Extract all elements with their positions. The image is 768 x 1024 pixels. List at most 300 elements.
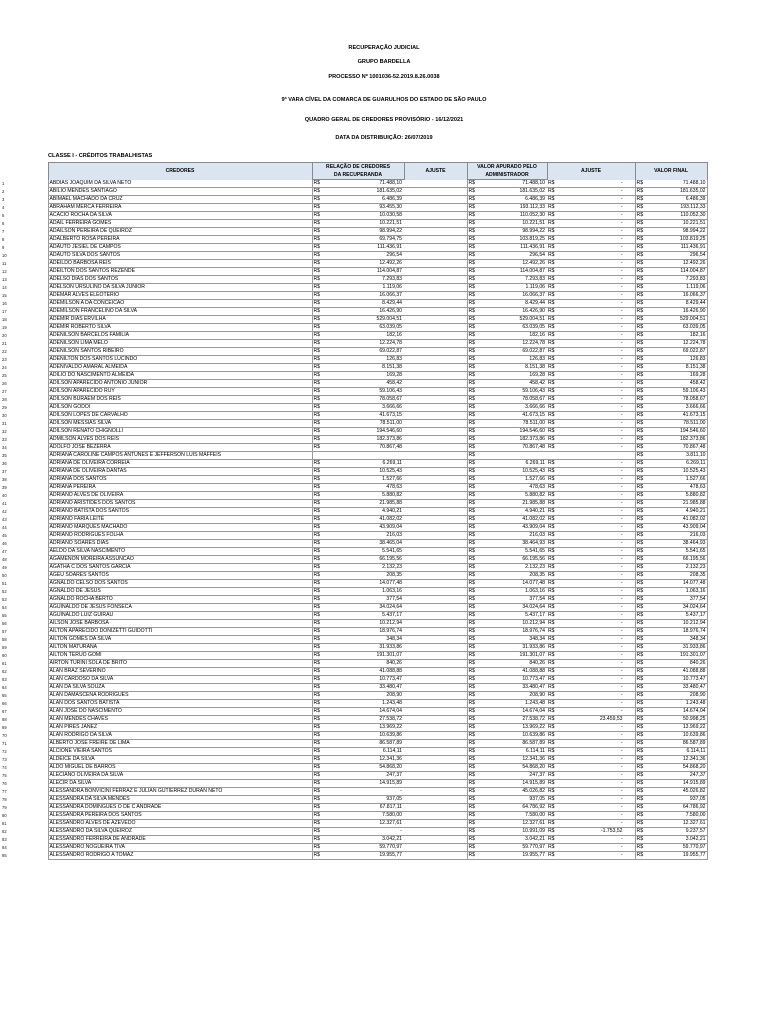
currency-label: R$	[468, 428, 476, 434]
currency-label: R$	[547, 556, 557, 564]
table-row	[0, 492, 707, 500]
currency-label: R$	[547, 716, 557, 724]
currency-label: R$	[547, 372, 557, 380]
apurado-value: 110.052,30	[477, 212, 547, 220]
final-value: 18.976,74	[645, 628, 707, 636]
relacao-value: 296,54	[322, 252, 404, 260]
ajuste-cell	[404, 628, 467, 636]
ajuste-cell	[404, 828, 467, 836]
apurado-value: 66.195,56	[477, 556, 547, 564]
table-row	[0, 212, 707, 220]
relacao-value: 12.492,26	[322, 260, 404, 268]
currency-label: R$	[547, 244, 557, 252]
row-number: 71	[2, 741, 7, 746]
row-number: 79	[2, 805, 7, 810]
row-number: 10	[2, 253, 7, 258]
relacao-value: 14.077,48	[322, 580, 404, 588]
currency-label: R$	[313, 756, 321, 762]
relacao-value: 78.058,67	[322, 396, 404, 404]
apurado-value: 69.022,87	[477, 348, 547, 356]
row-number: 2	[2, 189, 5, 194]
currency-label: R$	[468, 324, 476, 330]
currency-label: R$	[547, 684, 557, 692]
ajuste-cell	[404, 572, 467, 580]
table-row	[0, 724, 707, 732]
row-number: 58	[2, 637, 7, 642]
currency-label: R$	[636, 308, 644, 314]
row-number: 68	[2, 717, 7, 722]
row-number: 83	[2, 837, 7, 842]
table-row	[0, 700, 707, 708]
row-number: 36	[2, 461, 7, 466]
table-row	[0, 484, 707, 492]
final-value: 193.112,33	[645, 204, 707, 212]
creditor-name: ADAIL FERREIRA GOMES	[48, 220, 312, 228]
table-row	[0, 852, 707, 860]
currency-label: R$	[547, 780, 557, 788]
apurado-value: 111.436,91	[477, 244, 547, 252]
table-row	[0, 412, 707, 420]
final-value: 6.114,11	[645, 748, 707, 756]
apurado-value: 7.293,83	[477, 276, 547, 284]
table-row	[0, 580, 707, 588]
ajuste-value: -	[557, 668, 635, 676]
row-number: 18	[2, 317, 7, 322]
final-value: 181.635,02	[645, 188, 707, 196]
relacao-value: 5.541,65	[322, 548, 404, 556]
row-number: 77	[2, 789, 7, 794]
final-value: 208,35	[645, 572, 707, 580]
final-value: 13.969,22	[645, 724, 707, 732]
row-number: 38	[2, 477, 7, 482]
row-number: 46	[2, 541, 7, 546]
relacao-value: 6.114,11	[322, 748, 404, 756]
final-value: 69.022,87	[645, 348, 707, 356]
apurado-value: 59.106,43	[477, 388, 547, 396]
creditor-name: AILTON TERUO GOMI	[48, 652, 312, 660]
relacao-value: 12.224,78	[322, 340, 404, 348]
creditor-name: ABIMAEL MACHADO DA CRUZ	[48, 196, 312, 204]
currency-label: R$	[636, 716, 644, 722]
table-row	[0, 364, 707, 372]
currency-label: R$	[636, 396, 644, 402]
currency-label: R$	[547, 580, 557, 588]
currency-label: R$	[636, 620, 644, 626]
creditor-name: ALAN CARDOSO DA SILVA	[48, 676, 312, 684]
currency-label: R$	[313, 348, 321, 354]
final-value: 6.486,39	[645, 196, 707, 204]
currency-label: R$	[313, 396, 321, 402]
currency-label: R$	[468, 692, 476, 698]
currency-label: R$	[547, 276, 557, 284]
row-number: 70	[2, 733, 7, 738]
apurado-value: 5.437,17	[477, 612, 547, 620]
currency-label: R$	[547, 180, 557, 188]
relacao-value: 10.639,86	[322, 732, 404, 740]
currency-label: R$	[468, 492, 476, 498]
currency-label: R$	[547, 204, 557, 212]
table-row	[0, 836, 707, 844]
currency-label: R$	[547, 604, 557, 612]
ajuste-cell	[404, 204, 467, 212]
currency-label: R$	[636, 348, 644, 354]
currency-label: R$	[636, 228, 644, 234]
ajuste-value: -	[557, 764, 635, 772]
ajuste-value: -	[557, 556, 635, 564]
row-number: 75	[2, 773, 7, 778]
ajuste-cell	[404, 780, 467, 788]
final-value: 182,16	[645, 332, 707, 340]
final-value: 182.373,86	[645, 436, 707, 444]
final-value: 114.004,87	[645, 268, 707, 276]
ajuste-cell	[404, 732, 467, 740]
currency-label: R$	[547, 516, 557, 524]
relacao-value: 7.580,00	[322, 812, 404, 820]
ajuste-cell	[404, 500, 467, 508]
row-number: 65	[2, 693, 7, 698]
currency-label: R$	[313, 764, 321, 770]
relacao-value: 21.985,88	[322, 500, 404, 508]
creditor-name: ALECIANO OLIVEIRA DA SILVA	[48, 772, 312, 780]
currency-label: R$	[468, 844, 476, 850]
currency-label: R$	[468, 772, 476, 778]
currency-label: R$	[636, 204, 644, 210]
currency-label: R$	[313, 668, 321, 674]
ajuste-cell	[404, 516, 467, 524]
creditor-name: ABRAHAM MERCA FERREIRA	[48, 204, 312, 212]
ajuste-value: -	[557, 844, 635, 852]
final-value: 348,34	[645, 636, 707, 644]
currency-label: R$	[468, 188, 476, 194]
currency-label: R$	[313, 540, 321, 546]
currency-label: R$	[636, 588, 644, 594]
table-row	[0, 444, 707, 452]
currency-label: R$	[636, 188, 644, 194]
currency-label: R$	[636, 604, 644, 610]
ajuste-cell	[404, 604, 467, 612]
currency-label: R$	[636, 388, 644, 394]
creditor-name: ADRIANA DE OLIVEIRA CORREIA	[48, 460, 312, 468]
apurado-value: 78.058,67	[477, 396, 547, 404]
apurado-value: 14.915,89	[477, 780, 547, 788]
relacao-value: 10.221,51	[322, 220, 404, 228]
currency-label: R$	[636, 572, 644, 578]
currency-label: R$	[468, 252, 476, 258]
currency-label: R$	[636, 756, 644, 762]
relacao-value: 348,34	[322, 636, 404, 644]
final-value: 50.998,25	[645, 716, 707, 724]
creditor-name: ALBERTO JOSE FREIRE DE LIMA	[48, 740, 312, 748]
ajuste-value: -	[557, 180, 635, 188]
currency-label: R$	[468, 228, 476, 234]
currency-label: R$	[313, 548, 321, 554]
currency-label: R$	[313, 444, 321, 450]
ajuste-value: -	[557, 748, 635, 756]
currency-label: R$	[468, 596, 476, 602]
currency-label: R$	[636, 732, 644, 738]
header-line-4: 9ª VARA CÍVEL DA COMARCA DE GUARULHOS DO ESTADO DE SÃO PAULO	[281, 97, 487, 103]
currency-label: R$	[468, 244, 476, 250]
currency-label: R$	[313, 404, 321, 410]
row-number: 7	[2, 229, 5, 234]
final-value: 840,26	[645, 660, 707, 668]
ajuste-cell	[404, 308, 467, 316]
final-value: 78.511,00	[645, 420, 707, 428]
currency-label: R$	[547, 220, 557, 228]
currency-label: R$	[547, 380, 557, 388]
table-row	[0, 844, 707, 852]
relacao-value: 1.527,66	[322, 476, 404, 484]
currency-label: R$	[468, 180, 476, 186]
row-number: 72	[2, 749, 7, 754]
creditor-name: AGATHA C DOS SANTOS GARCIA	[48, 564, 312, 572]
table-row	[0, 316, 707, 324]
currency-label: R$	[313, 204, 321, 210]
currency-label: R$	[313, 268, 321, 274]
row-number: 59	[2, 645, 7, 650]
currency-label: R$	[468, 420, 476, 426]
creditor-name: ADEILDO BARBOSA REIS	[48, 260, 312, 268]
final-value: 66.195,56	[645, 556, 707, 564]
row-number: 62	[2, 669, 7, 674]
currency-label: R$	[313, 844, 321, 850]
relacao-value: 111.436,91	[322, 244, 404, 252]
final-value: 12.224,78	[645, 340, 707, 348]
ajuste-cell	[404, 700, 467, 708]
final-value: 216,03	[645, 532, 707, 540]
final-value: 33.480,47	[645, 684, 707, 692]
header-line-6: DATA DA DISTRIBUIÇÃO: 26/07/2019	[335, 135, 433, 141]
currency-label: R$	[636, 364, 644, 370]
creditor-name: ALAN MENDES CHAVES	[48, 716, 312, 724]
apurado-value: 1.527,66	[477, 476, 547, 484]
row-number: 76	[2, 781, 7, 786]
ajuste-cell	[404, 300, 467, 308]
currency-label: R$	[547, 532, 557, 540]
currency-label: R$	[468, 564, 476, 570]
currency-label: R$	[636, 748, 644, 754]
relacao-value: 126,83	[322, 356, 404, 364]
ajuste-value: -	[557, 308, 635, 316]
creditor-name: AILTON GOMES DA SILVA	[48, 636, 312, 644]
row-number: 19	[2, 325, 7, 330]
currency-label: R$	[468, 828, 476, 834]
currency-label: R$	[547, 564, 557, 572]
ajuste-value: -	[557, 660, 635, 668]
apurado-value: 63.039,05	[477, 324, 547, 332]
table-row	[0, 812, 707, 820]
currency-label: R$	[468, 236, 476, 242]
currency-label: R$	[468, 444, 476, 450]
currency-label: R$	[636, 660, 644, 666]
table-row	[0, 220, 707, 228]
table-row	[0, 564, 707, 572]
ajuste-cell	[404, 764, 467, 772]
table-row	[0, 236, 707, 244]
currency-label: R$	[547, 660, 557, 668]
ajuste-value: -	[557, 676, 635, 684]
table-row	[0, 372, 707, 380]
table-row	[0, 764, 707, 772]
currency-label: R$	[636, 780, 644, 786]
currency-label: R$	[468, 780, 476, 786]
currency-label: R$	[636, 532, 644, 538]
creditor-name: ALAN DOS SANTOS BATISTA	[48, 700, 312, 708]
table-row	[0, 500, 707, 508]
ajuste-cell	[404, 492, 467, 500]
currency-label: R$	[313, 316, 321, 322]
creditor-name: ALESSANDRA BONVICINI FERRAZ E JULIAN GUTIERREZ DURAN NETO	[48, 788, 312, 796]
relacao-value: 8.429,44	[322, 300, 404, 308]
final-value: 169,28	[645, 372, 707, 380]
currency-label: R$	[468, 364, 476, 370]
currency-label: R$	[547, 596, 557, 604]
table-row	[0, 516, 707, 524]
section-title: CLASSE I - CRÉDITOS TRABALHISTAS	[48, 153, 153, 159]
currency-label: R$	[636, 372, 644, 378]
table-row	[0, 772, 707, 780]
table-row	[0, 524, 707, 532]
currency-label: R$	[313, 500, 321, 506]
currency-label: R$	[468, 220, 476, 226]
row-number: 13	[2, 277, 7, 282]
creditor-name: ALAN JOSE DO NASCIMENTO	[48, 708, 312, 716]
final-value: 41.673,15	[645, 412, 707, 420]
currency-label: R$	[313, 772, 321, 778]
ajuste-cell	[404, 228, 467, 236]
currency-label: R$	[547, 644, 557, 652]
currency-label: R$	[547, 620, 557, 628]
currency-label: R$	[547, 628, 557, 636]
ajuste-cell	[404, 804, 467, 812]
creditor-name: ADRIANO BATISTA DOS SANTOS	[48, 508, 312, 516]
ajuste-cell	[404, 316, 467, 324]
currency-label: R$	[547, 332, 557, 340]
final-value: 1.063,16	[645, 588, 707, 596]
row-number: 26	[2, 381, 7, 386]
ajuste-cell	[404, 212, 467, 220]
currency-label: R$	[468, 668, 476, 674]
currency-label: R$	[468, 468, 476, 474]
creditor-name: ADRIANO ARISTIDES DOS SANTOS	[48, 500, 312, 508]
ajuste-cell	[404, 540, 467, 548]
ajuste-cell	[404, 380, 467, 388]
row-number: 50	[2, 573, 7, 578]
final-value: 41.088,88	[645, 668, 707, 676]
creditor-name: ADEMIR DIAS ERVILHA	[48, 316, 312, 324]
row-number: 24	[2, 365, 7, 370]
currency-label: R$	[547, 668, 557, 676]
currency-label: R$	[313, 476, 321, 482]
table-row	[0, 460, 707, 468]
row-number: 23	[2, 357, 7, 362]
table-row	[0, 612, 707, 620]
col-ajuste-2: AJUSTE	[547, 163, 635, 180]
currency-label: R$	[468, 276, 476, 282]
ajuste-cell	[404, 668, 467, 676]
relacao-value: 10.212,94	[322, 620, 404, 628]
currency-label: R$	[313, 836, 321, 842]
creditors-table-body	[0, 180, 707, 860]
currency-label: R$	[547, 388, 557, 396]
ajuste-value: -	[557, 228, 635, 236]
row-number: 52	[2, 589, 7, 594]
ajuste-value: -	[557, 820, 635, 828]
currency-label: R$	[468, 700, 476, 706]
currency-label: R$	[313, 732, 321, 738]
currency-label: R$	[636, 276, 644, 282]
relacao-value: 3.666,66	[322, 404, 404, 412]
ajuste-cell	[404, 364, 467, 372]
currency-label: R$	[636, 460, 644, 466]
row-number: 9	[2, 245, 5, 250]
currency-label: R$	[547, 548, 557, 556]
table-row	[0, 308, 707, 316]
apurado-value: 21.985,88	[477, 500, 547, 508]
relacao-value: 69.794,75	[322, 236, 404, 244]
currency-label: R$	[547, 484, 557, 492]
ajuste-value: -	[557, 212, 635, 220]
currency-label: R$	[636, 596, 644, 602]
table-row	[0, 436, 707, 444]
currency-label: R$	[547, 692, 557, 700]
ajuste-value: -	[557, 276, 635, 284]
header-line-2: GRUPO BARDELLA	[357, 59, 411, 65]
relacao-value	[322, 452, 404, 460]
currency-label: R$	[313, 484, 321, 490]
final-value: 10.212,94	[645, 620, 707, 628]
apurado-value: 86.587,89	[477, 740, 547, 748]
apurado-value: 54.868,20	[477, 764, 547, 772]
currency-label: R$	[468, 212, 476, 218]
currency-label: R$	[468, 748, 476, 754]
currency-label: R$	[468, 756, 476, 762]
apurado-value: 247,37	[477, 772, 547, 780]
table-row	[0, 604, 707, 612]
currency-label: R$	[636, 636, 644, 642]
ajuste-cell	[404, 244, 467, 252]
currency-label: R$	[547, 724, 557, 732]
apurado-value: 1.243,48	[477, 700, 547, 708]
ajuste-cell	[404, 252, 467, 260]
relacao-value: 377,54	[322, 596, 404, 604]
relacao-value: 33.480,47	[322, 684, 404, 692]
currency-label: R$	[547, 300, 557, 308]
currency-label: R$	[313, 708, 321, 714]
relacao-value: 14.674,04	[322, 708, 404, 716]
currency-label: R$	[468, 516, 476, 522]
apurado-value: 4.940,21	[477, 508, 547, 516]
row-number: 80	[2, 813, 7, 818]
apurado-value: 14.674,04	[477, 708, 547, 716]
currency-label: R$	[468, 788, 476, 794]
ajuste-value: -	[557, 324, 635, 332]
table-row	[0, 820, 707, 828]
ajuste-value: -	[557, 796, 635, 804]
ajuste-value: -	[557, 780, 635, 788]
table-row	[0, 828, 707, 836]
ajuste-cell	[404, 484, 467, 492]
ajuste-cell	[404, 580, 467, 588]
final-value: 14.674,04	[645, 708, 707, 716]
ajuste-cell	[404, 276, 467, 284]
currency-label: R$	[313, 492, 321, 498]
currency-label: R$	[636, 268, 644, 274]
creditor-name: ALESSANDRO ALVES DE AZEVEDO	[48, 820, 312, 828]
currency-label: R$	[468, 532, 476, 538]
table-row	[0, 356, 707, 364]
final-value: 16.066,37	[645, 292, 707, 300]
